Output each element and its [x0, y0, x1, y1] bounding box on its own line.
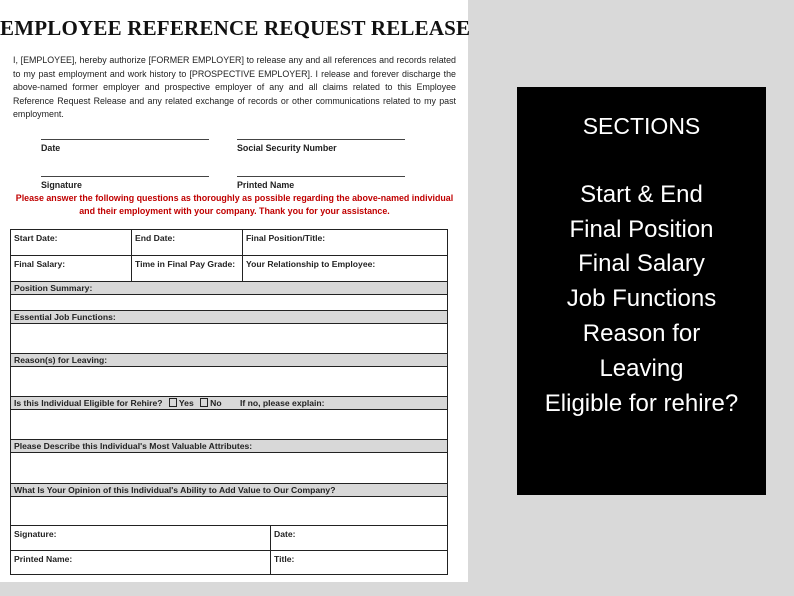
- rehire-question-label: Is this Individual Eligible for Rehire?: [14, 398, 163, 408]
- rehire-question-row: [11, 395, 325, 408]
- end-date-field[interactable]: End Date:: [135, 233, 176, 243]
- rehire-yes-label: Yes: [178, 398, 194, 408]
- start-date-field[interactable]: Start Date:: [14, 233, 58, 243]
- section-item: Start & End: [580, 180, 703, 208]
- signature-line: [41, 176, 209, 177]
- printed-name-label: Printed Name: [237, 180, 295, 190]
- signature-field[interactable]: Signature:: [14, 529, 57, 539]
- sections-heading: SECTIONS: [582, 113, 701, 139]
- title-field[interactable]: Title:: [274, 554, 295, 564]
- date-label: Date: [41, 143, 61, 153]
- valuable-attributes-label: Please Describe this Individual's Most Valuable Attributes:: [14, 441, 253, 451]
- row-divider: [11, 294, 447, 295]
- ssn-label: Social Security Number: [237, 143, 337, 153]
- printed-name-line: [237, 176, 405, 177]
- reference-form-table: [10, 229, 448, 575]
- section-item: Reason for: [582, 319, 701, 347]
- signature-label: Signature: [41, 180, 82, 190]
- final-salary-field[interactable]: Final Salary:: [14, 259, 66, 269]
- ssn-line: [237, 139, 405, 140]
- row-divider: [11, 550, 447, 551]
- authorization-paragraph: I, [EMPLOYEE], hereby authorize [FORMER EMPLOYER] to release any and all references and records related to my past employment and work history to [PROSPECTIVE EMPLOYER]. I release and forever discharge the above-named former employer and prospective employer of any and all claims related to this Employee Reference Request Release and any related exchange of records or other communications related to my past employment.: [13, 55, 456, 120]
- rehire-explain-label: If no, please explain:: [239, 398, 325, 408]
- sections-panel: [517, 87, 766, 495]
- pay-grade-time-field[interactable]: Time in Final Pay Grade:: [135, 259, 236, 269]
- section-item: Final Salary: [578, 250, 705, 278]
- printed-name-field[interactable]: Printed Name:: [14, 554, 73, 564]
- date-field[interactable]: Date:: [274, 529, 296, 539]
- add-value-opinion-label: What Is Your Opinion of this Individual's Ability to Add Value to Our Company?: [14, 485, 336, 495]
- row-divider: [11, 496, 447, 497]
- section-item: Final Position: [569, 215, 714, 243]
- row-divider: [11, 323, 447, 324]
- final-position-field[interactable]: Final Position/Title:: [246, 233, 326, 243]
- instructions-text: Please answer the following questions as thoroughly as possible regarding the above-named individual and their employment with your company. Thank you for your assistance.: [15, 193, 454, 216]
- date-line: [41, 139, 209, 140]
- relationship-field[interactable]: Your Relationship to Employee:: [246, 259, 376, 269]
- row-divider: [11, 452, 447, 453]
- section-item: Eligible for rehire?: [544, 389, 739, 417]
- rehire-yes-checkbox[interactable]: [169, 398, 177, 407]
- essential-functions-label: Essential Job Functions:: [14, 312, 116, 322]
- section-item: Job Functions: [566, 285, 717, 313]
- rehire-no-label: No: [210, 398, 222, 408]
- document-title: EMPLOYEE REFERENCE REQUEST RELEASE: [0, 16, 471, 40]
- position-summary-label: Position Summary:: [14, 283, 93, 293]
- row-divider: [11, 525, 447, 526]
- row-divider: [11, 409, 447, 410]
- rehire-no-checkbox[interactable]: [200, 398, 208, 407]
- row-divider: [11, 366, 447, 367]
- reasons-leaving-label: Reason(s) for Leaving:: [14, 355, 108, 365]
- section-item: Leaving: [599, 354, 684, 382]
